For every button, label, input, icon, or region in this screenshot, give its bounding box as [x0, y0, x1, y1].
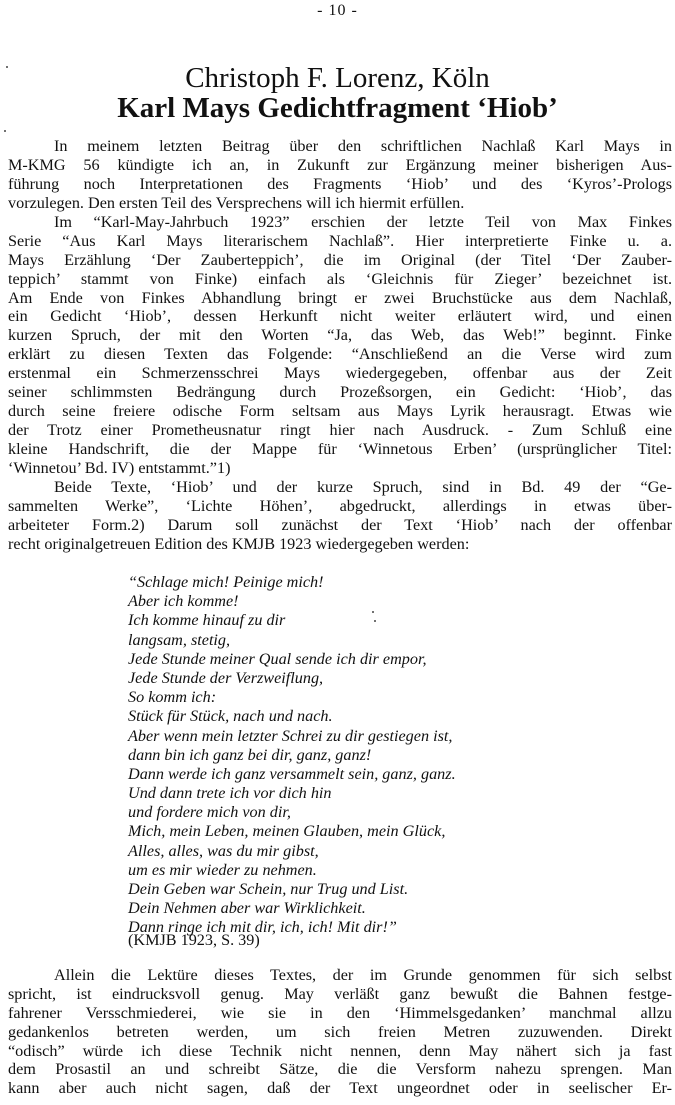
- body-line: dem Prosastil an und schreibt Sätze, die die Versform nahezu sprengen. Man: [8, 1060, 672, 1079]
- body-line: Im “Karl-May-Jahrbuch 1923” erschien der letzte Teil von Max Finkes: [54, 213, 672, 231]
- poem-citation: (KMJB 1923, S. 39): [128, 931, 260, 949]
- author-line: Christoph F. Lorenz, Köln: [185, 62, 490, 94]
- poem-line: um es mir wieder zu nehmen.: [128, 860, 317, 879]
- poem-line: Dein Geben war Schein, nur Trug und List.: [128, 880, 409, 898]
- poem-line: Jede Stunde meiner Qual sende ich dir empor,: [128, 649, 427, 668]
- body-line: erstenmal ein Schmerzensschrei Mays wiedergegeben, offenbar aus der Zeit: [8, 364, 672, 383]
- poem-line: Dann werde ich ganz versammelt sein, ganz, ganz.: [128, 764, 456, 783]
- body-line: führung noch Interpretationen des Fragments ‘Hiob’ und des ‘Kyros’-Prologs: [8, 174, 672, 193]
- body-line: teppich’ stammt von Finke) einfach als ‘Gleichnis für Zieger’ bezeichnet ist.: [8, 269, 672, 288]
- body-line: fahrener Versschmiederei, wie sie in den ‘Himmelsgedanken’ manchmal allzu: [8, 1003, 672, 1022]
- poem-hiob: [128, 573, 648, 938]
- poem-line: Dann ringe ich mit dir, ich, ich! Mit dir!”: [128, 918, 397, 937]
- body-line: Beide Texte, ‘Hiob’ und der kurze Spruch, sind in Bd. 49 der “Ge-: [54, 478, 672, 496]
- poem-line: Alles, alles, was du mir gibst,: [128, 841, 319, 860]
- body-line: der Trotz einer Prometheusnatur ringt hier nach Ausdruck. - Zum Schluß eine: [8, 420, 672, 439]
- paragraph-4: [8, 966, 672, 1098]
- paragraph-2: [8, 213, 672, 477]
- body-line: durch seine freiere odische Form seltsam aus Mays Lyrik herausragt. Etwas wie: [8, 401, 672, 420]
- poem-line: und fordere mich von dir,: [128, 803, 291, 822]
- body-line: recht originalgetreuen Edition des KMJB 1923 wiedergegeben werden:: [8, 534, 470, 553]
- body-line: kleine Handschrift, die der Mappe für ‘Winnetous Erben’ (ursprünglicher Titel:: [8, 439, 672, 458]
- poem-line: Jede Stunde der Verzweiflung,: [128, 668, 324, 687]
- poem-line: Aber wenn mein letzter Schrei zu dir gestiegen ist,: [128, 726, 453, 745]
- body-line: Serie “Aus Karl Mays literarischem Nachlaß”. Hier interpretierte Finke u. a.: [8, 231, 672, 250]
- body-line: Allein die Lektüre dieses Textes, der im Grunde genommen für sich selbst: [54, 966, 672, 984]
- paragraph-1: [8, 137, 672, 213]
- page-number: - 10 -: [317, 2, 358, 19]
- body-line: vorzulegen. Den ersten Teil des Versprechens will ich hiermit erfüllen.: [8, 193, 465, 212]
- poem-line: dann bin ich ganz bei dir, ganz, ganz!: [128, 745, 372, 764]
- body-line: kann aber auch nicht sagen, daß der Text ungeordnet oder in seelischer Er-: [8, 1079, 672, 1098]
- poem-line: So komm ich:: [128, 688, 217, 707]
- poem-line: Aber ich komme!: [128, 592, 239, 611]
- poem-line: langsam, stetig,: [128, 630, 231, 649]
- body-line: gedankenlos betreten werden, um sich freien Metren zuzuwenden. Direkt: [8, 1022, 672, 1041]
- body-line: Am Ende von Finkes Abhandlung bringt er zwei Bruchstücke aus dem Nachlaß,: [8, 288, 672, 307]
- poem-line: “Schlage mich! Peinige mich!: [128, 573, 324, 591]
- poem-line: Stück für Stück, nach und nach.: [128, 707, 333, 726]
- scan-speck: [374, 620, 376, 622]
- poem-line: Ich komme hinauf zu dir: [128, 611, 286, 630]
- article-title: Karl Mays Gedichtfragment ‘Hiob’: [117, 92, 558, 124]
- body-line: seiner schlimmsten Bedrängung durch Prozeßsorgen, ein Gedicht: ‘Hiob’, das: [8, 383, 672, 402]
- scan-speck: [6, 66, 8, 68]
- body-line: In meinem letzten Beitrag über den schriftlichen Nachlaß Karl Mays in: [54, 137, 672, 155]
- scan-speck: [372, 611, 374, 613]
- body-line: erklärt zu diesen Texten das Folgende: “Anschließend an die Verse wird zum: [8, 345, 672, 364]
- body-line: arbeiteter Form.2) Darum soll zunächst der Text ‘Hiob’ nach der offenbar: [8, 515, 672, 534]
- poem-line: Und dann trete ich vor dich hin: [128, 784, 332, 803]
- body-line: ein Gedicht ‘Hiob’, dessen Herkunft nicht weiter erläutert wird, und einen: [8, 307, 672, 326]
- body-line: “odisch” würde ich diese Technik nicht nennen, denn May nähert sich ja fast: [8, 1041, 672, 1060]
- body-line: kurzen Spruch, der mit den Worten “Ja, das Web, das Web!” beginnt. Finke: [8, 326, 672, 345]
- body-line: M-KMG 56 kündigte ich an, in Zukunft zur Ergänzung meiner bisherigen Aus-: [8, 155, 672, 174]
- body-line: sammelten Werke”, ‘Lichte Höhen’, abgedruckt, allerdings in etwas über-: [8, 496, 672, 515]
- body-line: spricht, ist eindrucksvoll genug. May verläßt ganz bewußt die Bahnen festge-: [8, 984, 672, 1003]
- poem-line: Dein Nehmen aber war Wirklichkeit.: [128, 899, 366, 918]
- scan-speck: [4, 130, 6, 132]
- body-line: ‘Winnetou’ Bd. IV) entstammt.”1): [8, 458, 231, 477]
- paragraph-3: [8, 478, 672, 554]
- body-line: Mays Erzählung ‘Der Zauberteppich’, die im Original (der Titel ‘Der Zauber-: [8, 250, 672, 269]
- poem-line: Mich, mein Leben, meinen Glauben, mein Glück,: [128, 822, 446, 841]
